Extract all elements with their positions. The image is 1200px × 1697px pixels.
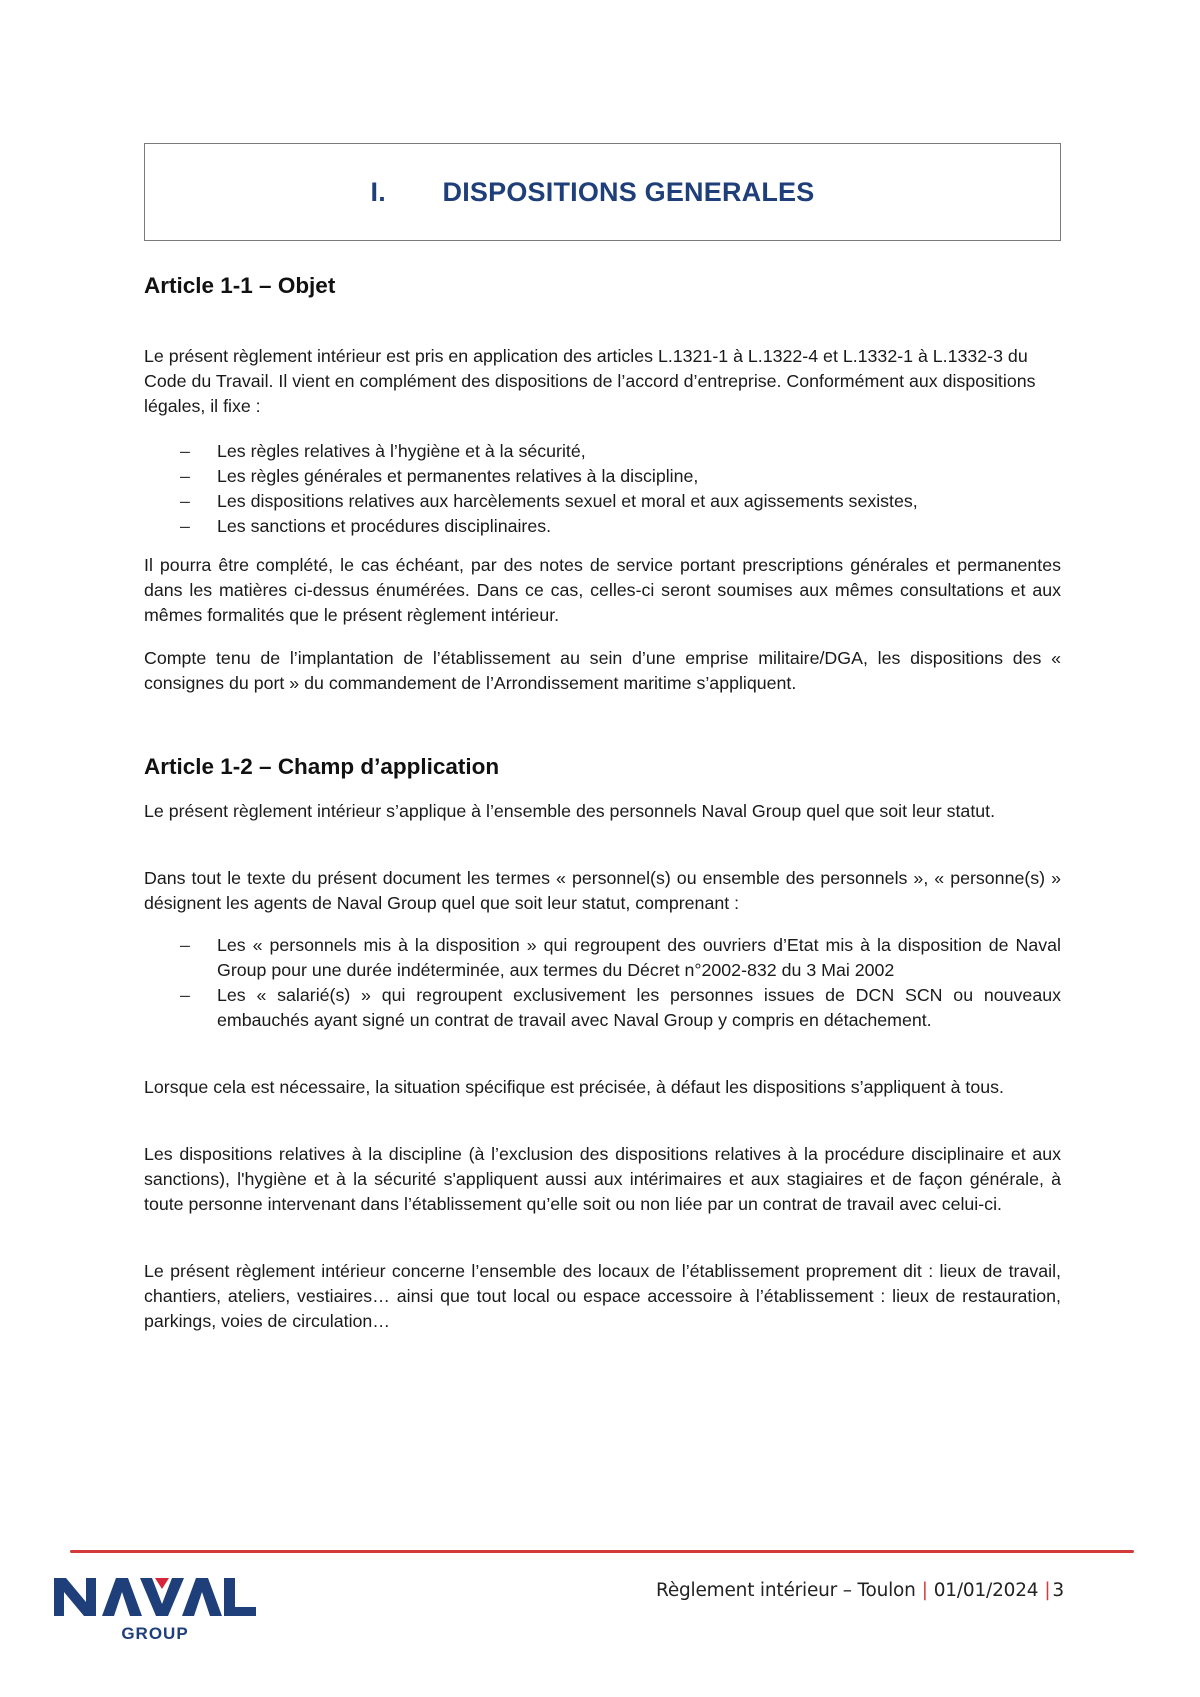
article-1-2-paragraph-3: Lorsque cela est nécessaire, la situation spécifique est précisée, à défaut les dispositions s’appliquent à tous. [144,1077,1004,1097]
footer-divider [70,1550,1134,1553]
section-number: I. [370,176,386,207]
list-item: – Les « salarié(s) » qui regroupent exclusivement les personnes issues de DCN SCN ou nouveaux embauchés ayant signé un contrat de travail avec Naval Group y compris en détachement. [180,985,1061,1030]
dash-bullet-icon: – [180,516,190,536]
section-heading-box [144,143,1061,241]
dash-bullet-icon: – [180,985,190,1005]
logo-group-text: GROUP [121,1624,189,1642]
article-1-1-bullet-list [144,439,1061,539]
dash-bullet-icon: – [180,491,190,511]
list-item: – Les « personnels mis à la disposition » qui regroupent des ouvriers d’Etat mis à la disposition de Naval Group pour une durée indéterminée, aux termes du Décret n°2002-832 du 3 Mai 2002 [180,935,1061,980]
list-item: – Les dispositions relatives aux harcèlements sexuel et moral et aux agissements sexistes, [144,489,1061,514]
article-1-1-title: Article 1-1 – Objet [144,273,336,298]
page-number: 3 [1052,1580,1064,1601]
footer-doc-title: Règlement intérieur – Toulon [656,1580,916,1601]
dash-bullet-icon: – [180,441,190,461]
section-heading [371,177,815,208]
article-1-2-paragraph-5: Le présent règlement intérieur concerne l’ensemble des locaux de l’établissement proprement dit : lieux de travail, chantiers, ateliers, vestiaires… ainsi que tout local ou espace accessoire à l’établissement : lieux de restauration, parkings, voies de circulation… [144,1261,1061,1331]
article-1-2-title: Article 1-2 – Champ d’application [144,754,500,779]
list-item: – Les sanctions et procédures disciplinaires. [144,514,1061,539]
list-item: – Les règles générales et permanentes relatives à la discipline, [144,464,1061,489]
article-1-2-paragraph-1: Le présent règlement intérieur s’applique à l’ensemble des personnels Naval Group quel que soit leur statut. [144,801,996,821]
dash-bullet-icon: – [180,935,190,955]
footer-separator: | [1044,1580,1051,1601]
article-1-1-intro: Le présent règlement intérieur est pris en application des articles L.1321-1 à L.1322-4 et L.1332-1 à L.1332-3 du Code du Travail. Il vient en complément des dispositions de l’accord d’entreprise. Conformément aux dispositions légales, il fixe : [144,346,1036,416]
naval-group-logo [52,1572,258,1642]
article-1-2-paragraph-2: Dans tout le texte du présent document les termes « personnel(s) ou ensemble des personnels », « personne(s) » désignent les agents de Naval Group quel que soit leur statut, comprenant : [144,868,1061,913]
article-1-1-paragraph-3: Compte tenu de l’implantation de l’établissement au sein d’une emprise militaire/DGA, les dispositions des « consignes du port » du commandement de l’Arrondissement maritime s’appliquent. [144,648,1061,693]
section-title: DISPOSITIONS GENERALES [442,176,815,207]
article-1-2-bullet-list [144,933,1061,1033]
dash-bullet-icon: – [180,466,190,486]
footer-separator: | [921,1580,928,1601]
list-item: – Les règles relatives à l’hygiène et à la sécurité, [144,439,1061,464]
footer-info [656,1580,1064,1601]
article-1-1-paragraph-2: Il pourra être complété, le cas échéant, par des notes de service portant prescriptions générales et permanentes dans les matières ci-dessus énumérées. Dans ce cas, celles-ci seront soumises aux mêmes consultations et aux mêmes formalités que le présent règlement intérieur. [144,555,1061,625]
footer-date: 01/01/2024 [933,1580,1039,1601]
article-1-2-paragraph-4: Les dispositions relatives à la discipline (à l’exclusion des dispositions relatives à la procédure disciplinaire et aux sanctions), l'hygiène et à la sécurité s'appliquent aussi aux intérimaires et aux stagiaires et de façon générale, à toute personne intervenant dans l’établissement qu’elle soit ou non liée par un contrat de travail avec celui-ci. [144,1144,1061,1214]
